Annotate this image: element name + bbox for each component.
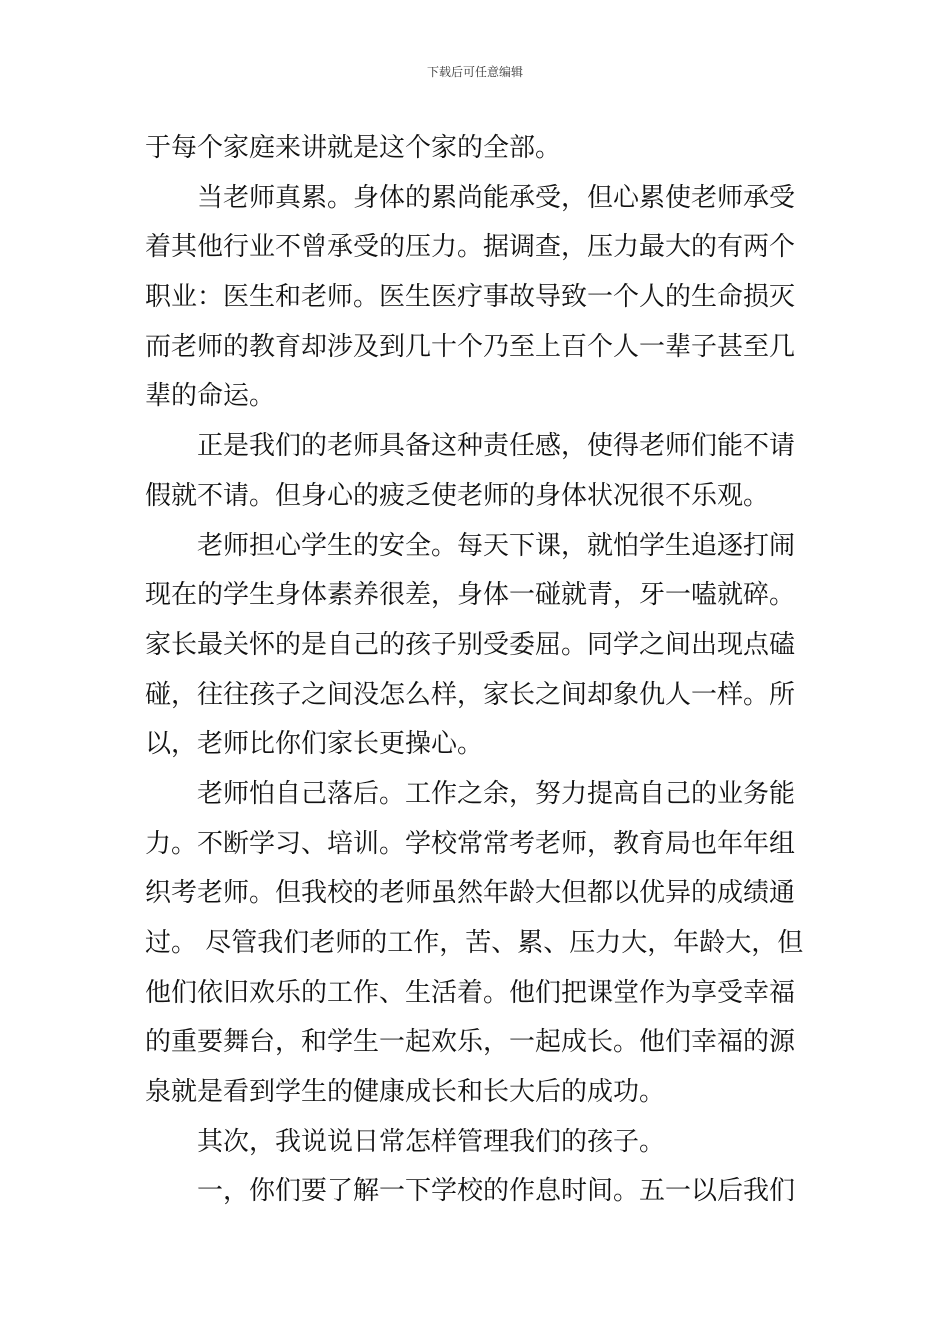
text-line: 假就不请。但身心的疲乏使老师的身体状况很不乐观。 xyxy=(145,480,770,511)
text-line: 其次，我说说日常怎样管理我们的孩子。 xyxy=(197,1126,666,1157)
text-line: 力。不断学习、培训。学校常常考老师，教育局也年年组 xyxy=(145,828,796,859)
text-line: 以，老师比你们家长更操心。 xyxy=(145,729,484,760)
text-line: 职业：医生和老师。医生医疗事故导致一个人的生命损灭 xyxy=(145,282,796,313)
text-line: 泉就是看到学生的健康成长和长大后的成功。 xyxy=(145,1077,666,1108)
text-line: 现在的学生身体素养很差，身体一碰就青，牙一嗑就碎。 xyxy=(145,580,796,611)
text-line: 过。 尽管我们老师的工作，苦、累、压力大，年龄大，但 xyxy=(145,928,804,958)
text-line: 老师担心学生的安全。每天下课，就怕学生追逐打闹 xyxy=(197,530,796,561)
text-line: 的重要舞台，和学生一起欢乐，一起成长。他们幸福的源 xyxy=(145,1027,796,1058)
text-line: 家长最关怀的是自己的孩子别受委屈。同学之间出现点磕 xyxy=(145,629,796,660)
document-body xyxy=(145,124,810,1217)
text-line: 当老师真累。身体的累尚能承受，但心累使老师承受 xyxy=(197,182,796,213)
text-line: 织考老师。但我校的老师虽然年龄大但都以优异的成绩通 xyxy=(145,878,796,909)
text-line: 老师怕自己落后。工作之余，努力提高自己的业务能 xyxy=(197,778,796,809)
text-line: 碰，往往孩子之间没怎么样，家长之间却象仇人一样。所 xyxy=(145,679,796,710)
text-line: 着其他行业不曾承受的压力。据调查，压力最大的有两个 xyxy=(145,232,796,263)
text-line: 而老师的教育却涉及到几十个乃至上百个人一辈子甚至几 xyxy=(145,331,796,362)
text-line: 辈的命运。 xyxy=(145,381,276,412)
text-line: 他们依旧欢乐的工作、生活着。他们把课堂作为享受幸福 xyxy=(145,977,796,1008)
text-line: 于每个家庭来讲就是这个家的全部。 xyxy=(145,133,562,163)
text-line: 正是我们的老师具备这种责任感，使得老师们能不请 xyxy=(197,431,796,462)
page-header: 下载后可任意编辑 xyxy=(426,65,523,79)
text-line: 一，你们要了解一下学校的作息时间。五一以后我们 xyxy=(197,1176,796,1207)
